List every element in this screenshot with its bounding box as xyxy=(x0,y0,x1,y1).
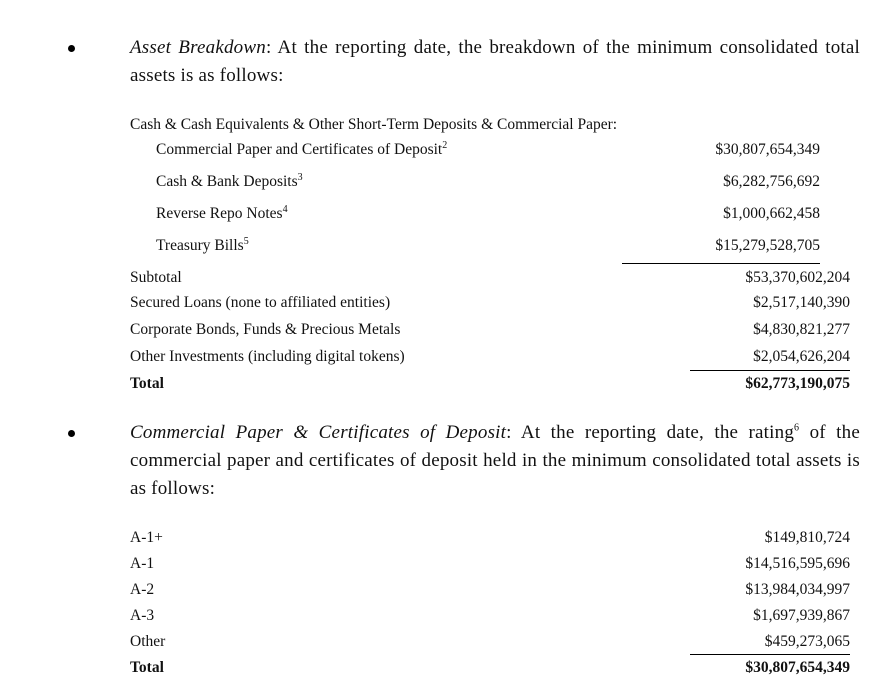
row-value: $15,279,528,705 xyxy=(715,237,820,254)
commercial-paper-paragraph xyxy=(130,419,860,503)
row-label: Corporate Bonds, Funds & Precious Metals xyxy=(130,321,401,338)
asset-breakdown-intro: : At the reporting date, the breakdown of the minimum consolidated total assets is as follows: xyxy=(130,37,860,86)
group-header-label: Cash & Cash Equivalents & Other Short-Term Deposits & Commercial Paper: xyxy=(130,116,618,133)
row-label: Treasury Bills$^5$ xyxy=(156,235,249,254)
row-label: Secured Loans (none to affiliated entities) xyxy=(130,294,391,311)
footnote-ref: 5 xyxy=(243,235,249,247)
row-label: A-1 xyxy=(130,555,155,572)
row-value: $2,517,140,390 xyxy=(753,294,850,311)
table-row xyxy=(130,630,850,654)
subtotal-rule xyxy=(622,263,820,264)
row-value: $6,282,756,692 xyxy=(723,173,820,190)
row-value: $459,273,065 xyxy=(764,633,850,650)
total-value: $30,807,654,349 xyxy=(745,659,850,676)
total-row xyxy=(130,656,850,680)
bullet-asset-breakdown xyxy=(68,45,75,52)
footnote-ref: 6 xyxy=(794,422,800,434)
row-label: Other xyxy=(130,633,166,650)
row-value: $14,516,595,696 xyxy=(745,555,850,572)
commercial-paper-intro-2: of the commercial paper and certificates of deposit held in the minimum consolidated total assets is as follows: xyxy=(130,422,860,499)
table-row xyxy=(130,138,820,162)
commercial-paper-intro-1: : At the reporting date, the rating xyxy=(506,422,795,443)
row-label: Cash & Bank Deposits$^3$ xyxy=(156,171,303,190)
asset-breakdown-heading: Asset Breakdown xyxy=(130,37,266,58)
asset-breakdown-paragraph xyxy=(130,34,860,90)
row-value: $4,830,821,277 xyxy=(753,321,850,338)
row-label: Reverse Repo Notes$^4$ xyxy=(156,203,288,222)
table-row xyxy=(130,604,850,628)
footnote-ref: 2 xyxy=(442,139,448,151)
table-row xyxy=(130,234,820,258)
row-value: $149,810,724 xyxy=(764,529,850,546)
total-rule xyxy=(690,370,850,371)
row-label: A-1+ xyxy=(130,529,163,546)
row-value: $1,697,939,867 xyxy=(753,607,850,624)
row-label: Commercial Paper and Certificates of Deposit$^2$ xyxy=(156,139,448,158)
footnote-ref: 4 xyxy=(282,203,288,215)
row-value: $13,984,034,997 xyxy=(745,581,850,598)
table-row xyxy=(130,318,850,342)
total-rule xyxy=(690,654,850,655)
row-value: $2,054,626,204 xyxy=(753,348,850,365)
commercial-paper-heading: Commercial Paper & Certificates of Deposit xyxy=(130,422,507,443)
table-row xyxy=(130,291,850,315)
row-value: $1,000,662,458 xyxy=(723,205,820,222)
table-row xyxy=(130,526,850,550)
bullet-commercial-paper xyxy=(68,430,75,437)
total-row xyxy=(130,372,850,396)
row-value: $30,807,654,349 xyxy=(715,141,820,158)
total-value: $62,773,190,075 xyxy=(745,375,850,392)
table-row xyxy=(130,578,850,602)
table-row xyxy=(130,202,820,226)
table-row xyxy=(130,170,820,194)
row-label: A-2 xyxy=(130,581,155,598)
table-row xyxy=(130,345,850,369)
row-label: Subtotal xyxy=(130,269,182,286)
row-value: $53,370,602,204 xyxy=(745,269,850,286)
footnote-ref: 3 xyxy=(297,171,303,183)
total-label: Total xyxy=(130,659,164,676)
table-row xyxy=(130,552,850,576)
row-label: A-3 xyxy=(130,607,155,624)
table-row xyxy=(130,266,850,290)
total-label: Total xyxy=(130,375,164,392)
row-label: Other Investments (including digital tokens) xyxy=(130,348,405,365)
group-header-row xyxy=(130,113,850,137)
